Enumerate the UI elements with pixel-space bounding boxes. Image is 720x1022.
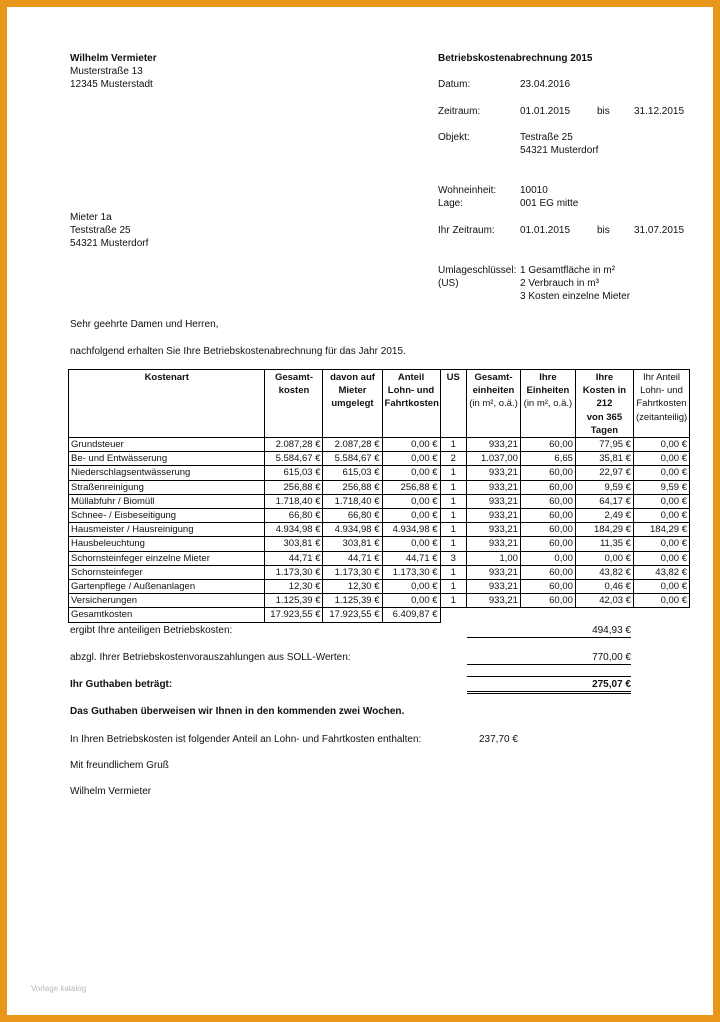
table-row (69, 580, 690, 594)
table-cell: 2.087,28 € (265, 438, 323, 452)
table-cell: 1.173,30 € (382, 565, 440, 579)
table-cell: 933,21 (467, 466, 521, 480)
table-cell: 44,71 € (323, 551, 382, 565)
column-header-line: Anteil (397, 372, 425, 383)
table-cell: 303,81 € (323, 537, 382, 551)
column-header-line: davon auf (330, 372, 375, 383)
table-cell: 1,00 (467, 551, 521, 565)
table-cell: 60,00 (520, 565, 575, 579)
table-cell: 9,59 € (575, 480, 633, 494)
column-header-line: Gesamt- (474, 372, 513, 383)
column-header-line: Mieter (338, 385, 367, 397)
table-cell: 0,00 € (633, 466, 689, 480)
objekt-street: Testraße 25 (520, 132, 573, 143)
lohn-value: 237,70 € (479, 734, 518, 745)
table-row (69, 494, 690, 508)
table-cell: 0,00 € (633, 580, 689, 594)
wohneinheit-value: 10010 (520, 185, 548, 196)
column-header-line: von 365 (586, 411, 623, 423)
empty-cell (467, 608, 521, 622)
zeitraum-bis: bis (597, 106, 610, 117)
document-title: Betriebskostenabrechnung 2015 (438, 53, 593, 64)
table-cell: 615,03 € (265, 466, 323, 480)
table-cell: 1 (440, 580, 466, 594)
sender-street: Musterstraße 13 (70, 66, 143, 77)
table-cell: 303,81 € (265, 537, 323, 551)
table-cell: 1.037,00 (467, 452, 521, 466)
table-row (69, 480, 690, 494)
table-cell: Straßenreinigung (69, 480, 265, 494)
table-cell: 66,80 € (323, 509, 382, 523)
table-cell: 42,03 € (575, 594, 633, 608)
table-cell: 60,00 (520, 480, 575, 494)
guthaben-label: Ihr Guthaben beträgt: (70, 679, 173, 690)
table-cell: 933,21 (467, 565, 521, 579)
table-cell: 0,00 € (633, 551, 689, 565)
table-cell: 1 (440, 438, 466, 452)
total-cell: 6.409,87 € (382, 608, 440, 622)
table-cell: 0,00 € (382, 452, 440, 466)
table-cell: 60,00 (520, 523, 575, 537)
table-cell: 0,00 € (633, 537, 689, 551)
table-header-row (69, 370, 690, 438)
table-cell: 1.173,30 € (323, 565, 382, 579)
table-cell: 1.173,30 € (265, 565, 323, 579)
table-row (69, 565, 690, 579)
table-cell: 66,80 € (265, 509, 323, 523)
table-cell: 12,30 € (323, 580, 382, 594)
sender-name: Wilhelm Vermieter (70, 53, 157, 64)
table-cell: 933,21 (467, 580, 521, 594)
table-cell: 11,35 € (575, 537, 633, 551)
table-cell: 1.125,39 € (265, 594, 323, 608)
table-cell: 64,17 € (575, 494, 633, 508)
table-cell: 60,00 (520, 580, 575, 594)
table-cell: 1.718,40 € (265, 494, 323, 508)
table-cell: Be- und Entwässerung (69, 452, 265, 466)
column-header-line: einheiten (472, 385, 515, 397)
column-header-line: Lohn- und (640, 385, 683, 397)
table-cell: 0,00 € (382, 438, 440, 452)
recipient-city: 54321 Musterdorf (70, 238, 149, 249)
table-cell: 6,65 (520, 452, 575, 466)
table-cell: 256,88 € (382, 480, 440, 494)
column-header-line: (in m², o.ä.) (469, 398, 518, 410)
total-cell: 17.923,55 € (323, 608, 382, 622)
table-cell: 4.934,98 € (265, 523, 323, 537)
guthaben-value: 275,07 € (592, 679, 631, 690)
voraus-value: 770,00 € (592, 652, 631, 663)
table-cell: 60,00 (520, 594, 575, 608)
empty-cell (520, 608, 575, 622)
table-cell: 43,82 € (633, 565, 689, 579)
column-header-line: Gesamt- (274, 372, 313, 383)
anteil-label: ergibt Ihre anteiligen Betriebskosten: (70, 625, 233, 636)
umlage-item: 2 Verbrauch in m³ (520, 278, 599, 289)
total-row (69, 608, 690, 622)
datum-label: Datum: (438, 79, 471, 90)
column-header (323, 370, 382, 438)
table-cell: 60,00 (520, 509, 575, 523)
voraus-label: abzgl. Ihrer Betriebskostenvorauszahlungen aus SOLL-Werten: (70, 652, 351, 663)
table-row (69, 537, 690, 551)
empty-cell (575, 608, 633, 622)
table-cell: Gartenpflege / Außenanlagen (69, 580, 265, 594)
column-header-line: Lohn- und (387, 385, 435, 397)
ihr-zeitraum-bis: bis (597, 225, 610, 236)
table-cell: Versicherungen (69, 594, 265, 608)
table-cell: 0,00 € (633, 494, 689, 508)
empty-cell (633, 608, 689, 622)
table-cell: 0,00 € (382, 509, 440, 523)
table-cell: 44,71 € (382, 551, 440, 565)
table-cell: Hausmeister / Hausreinigung (69, 523, 265, 537)
column-header-line: Ihre (595, 372, 614, 383)
table-cell: 0,00 € (382, 537, 440, 551)
column-header (520, 370, 575, 438)
table-cell: 77,95 € (575, 438, 633, 452)
table-cell: 0,00 € (382, 594, 440, 608)
table-cell: 9,59 € (633, 480, 689, 494)
table-cell: 0,00 € (633, 509, 689, 523)
column-header-line: kosten (278, 385, 310, 397)
table-cell: 60,00 (520, 466, 575, 480)
column-header-line: Ihr Anteil (642, 372, 680, 383)
table-cell: 22,97 € (575, 466, 633, 480)
column-header-line: (in m², o.ä.) (523, 398, 573, 410)
cost-table (68, 369, 690, 623)
watermark: Vorlage katalog (31, 984, 87, 993)
column-header (633, 370, 689, 438)
table-cell: 933,21 (467, 523, 521, 537)
table-cell: 256,88 € (323, 480, 382, 494)
recipient-name: Mieter 1a (70, 212, 112, 223)
table-cell: 35,81 € (575, 452, 633, 466)
table-row (69, 523, 690, 537)
table-cell: 615,03 € (323, 466, 382, 480)
column-header (467, 370, 521, 438)
table-row (69, 452, 690, 466)
column-header-line: US (446, 372, 460, 383)
lage-value: 001 EG mitte (520, 198, 579, 209)
anteil-value: 494,93 € (592, 625, 631, 636)
table-cell: Schornsteinfeger einzelne Mieter (69, 551, 265, 565)
table-cell: 2 (440, 452, 466, 466)
table-cell: 0,00 € (382, 580, 440, 594)
table-cell: 1 (440, 480, 466, 494)
column-header-line: Ihre (539, 372, 557, 383)
umlage-item: 1 Gesamtfläche in m² (520, 265, 616, 276)
table-cell: Grundsteuer (69, 438, 265, 452)
table-cell: 184,29 € (633, 523, 689, 537)
table-cell: 60,00 (520, 537, 575, 551)
column-header-line: Fahrtkosten (384, 398, 439, 410)
table-cell: 933,21 (467, 594, 521, 608)
table-cell: 0,00 € (633, 594, 689, 608)
column-header-line: Einheiten (526, 385, 570, 397)
column-header (69, 370, 265, 438)
column-header (440, 370, 466, 438)
table-cell: 0,00 € (633, 452, 689, 466)
total-cell: Gesamtkosten (69, 608, 265, 622)
divider (467, 664, 631, 665)
table-cell: 1 (440, 523, 466, 537)
table-cell: 933,21 (467, 509, 521, 523)
table-cell: 0,00 (520, 551, 575, 565)
umlage-sub: (US) (438, 278, 459, 289)
table-cell: 60,00 (520, 494, 575, 508)
lohn-text: In Ihren Betriebskosten ist folgender Anteil an Lohn- und Fahrtkosten enthalten: (70, 734, 422, 745)
table-cell: 2.087,28 € (323, 438, 382, 452)
table-cell: Müllabfuhr / Biomüll (69, 494, 265, 508)
intro-text: nachfolgend erhalten Sie Ihre Betriebskostenabrechnung für das Jahr 2015. (70, 346, 406, 357)
table-cell: 933,21 (467, 494, 521, 508)
zeitraum-label: Zeitraum: (438, 106, 481, 117)
table-cell: 1 (440, 537, 466, 551)
column-header-line: Fahrtkosten (636, 398, 687, 410)
table-cell: 256,88 € (265, 480, 323, 494)
column-header (265, 370, 323, 438)
divider (467, 676, 631, 677)
signature: Wilhelm Vermieter (70, 786, 152, 797)
sender-city: 12345 Musterstadt (70, 79, 153, 90)
table-cell: 0,00 € (633, 438, 689, 452)
wohneinheit-label: Wohneinheit: (438, 185, 497, 196)
objekt-label: Objekt: (438, 132, 470, 143)
total-cell: 17.923,55 € (265, 608, 323, 622)
column-header-line: Tagen (590, 424, 619, 436)
table-cell: 1 (440, 594, 466, 608)
table-cell: 3 (440, 551, 466, 565)
divider (467, 693, 631, 694)
table-cell: 2,49 € (575, 509, 633, 523)
column-header-line: (zeitanteilig) (635, 411, 688, 423)
table-cell: 4.934,98 € (323, 523, 382, 537)
umlage-label: Umlageschlüssel: (438, 265, 517, 276)
table-row (69, 438, 690, 452)
umlage-item: 3 Kosten einzelne Mieter (520, 291, 631, 302)
ihr-zeitraum-to: 31.07.2015 (634, 225, 685, 236)
column-header-line: Kostenart (144, 372, 189, 383)
table-cell: 1 (440, 565, 466, 579)
table-cell: 43,82 € (575, 565, 633, 579)
table-cell: 5.584,67 € (323, 452, 382, 466)
table-cell: 0,00 € (382, 494, 440, 508)
column-header-line: umgelegt (331, 398, 374, 410)
table-cell: 0,00 € (575, 551, 633, 565)
column-header-line: 212 (596, 398, 613, 410)
table-cell: 933,21 (467, 537, 521, 551)
closing-text: Mit freundlichem Gruß (70, 760, 169, 771)
objekt-city: 54321 Musterdorf (520, 145, 599, 156)
ihr-zeitraum-label: Ihr Zeitraum: (438, 225, 495, 236)
table-cell: 933,21 (467, 438, 521, 452)
table-cell: 0,00 € (382, 466, 440, 480)
table-cell: 1 (440, 509, 466, 523)
table-cell: Hausbeleuchtung (69, 537, 265, 551)
lage-label: Lage: (438, 198, 464, 209)
divider (467, 691, 631, 692)
table-row (69, 594, 690, 608)
zeitraum-from: 01.01.2015 (520, 106, 571, 117)
table-cell: 1 (440, 494, 466, 508)
table-cell: 12,30 € (265, 580, 323, 594)
column-header (382, 370, 440, 438)
table-cell: Niederschlagsentwässerung (69, 466, 265, 480)
table-cell: 0,46 € (575, 580, 633, 594)
table-cell: 60,00 (520, 438, 575, 452)
column-header (575, 370, 633, 438)
table-cell: 4.934,98 € (382, 523, 440, 537)
table-row (69, 509, 690, 523)
ihr-zeitraum-from: 01.01.2015 (520, 225, 571, 236)
table-cell: 44,71 € (265, 551, 323, 565)
greeting: Sehr geehrte Damen und Herren, (70, 319, 219, 330)
table-row (69, 466, 690, 480)
recipient-street: Teststraße 25 (70, 225, 131, 236)
document-page (7, 7, 713, 1015)
table-cell: Schnee- / Eisbeseitigung (69, 509, 265, 523)
notice-text: Das Guthaben überweisen wir Ihnen in den kommenden zwei Wochen. (70, 706, 405, 717)
datum-value: 23.04.2016 (520, 79, 571, 90)
table-cell: 1.718,40 € (323, 494, 382, 508)
table-cell: Schornsteinfeger (69, 565, 265, 579)
table-row (69, 551, 690, 565)
divider (467, 637, 631, 638)
table-cell: 1.125,39 € (323, 594, 382, 608)
table-cell: 5.584,67 € (265, 452, 323, 466)
column-header-line: Kosten in (582, 385, 627, 397)
zeitraum-to: 31.12.2015 (634, 106, 685, 117)
empty-cell (440, 608, 466, 622)
table-cell: 184,29 € (575, 523, 633, 537)
table-cell: 933,21 (467, 480, 521, 494)
table-cell: 1 (440, 466, 466, 480)
